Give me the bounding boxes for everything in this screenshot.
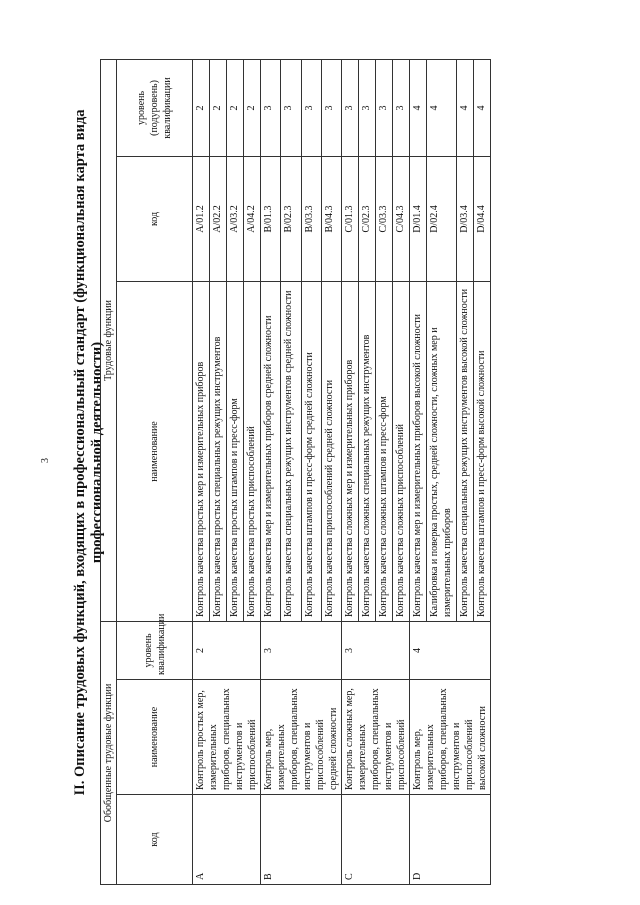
labor-function-code: C/01.3 — [342, 156, 359, 281]
table-body — [193, 59, 491, 884]
labor-function-name: Контроль качества простых приспособлений — [244, 281, 261, 621]
generalized-functions-header: Обобщенные трудовые функции — [101, 621, 117, 884]
labor-function-level: 3 — [301, 59, 321, 156]
labor-function-code: A/04.2 — [244, 156, 261, 281]
labor-function-level: 4 — [457, 59, 474, 156]
labor-function-level: 3 — [261, 59, 281, 156]
labor-functions-header: Трудовые функции — [101, 59, 117, 621]
generalized-function-code: B — [261, 795, 342, 885]
labor-function-name: Контроль качества сложных штампов и пресс-форм — [376, 281, 393, 621]
column-header-function-code: код — [117, 156, 193, 281]
labor-function-code: A/01.2 — [193, 156, 210, 281]
generalized-function-level: 4 — [410, 621, 491, 679]
header-row-columns — [117, 59, 193, 884]
labor-function-name: Контроль качества сложных мер и измерительных приборов — [342, 281, 359, 621]
labor-function-code: B/03.3 — [301, 156, 321, 281]
labor-function-code: C/02.3 — [359, 156, 376, 281]
labor-function-level: 3 — [342, 59, 359, 156]
generalized-function-code: A — [193, 795, 261, 885]
labor-function-level: 3 — [376, 59, 393, 156]
labor-function-level: 3 — [359, 59, 376, 156]
labor-function-name: Калибровка и поверка простых, средней сложности, сложных мер и измерительных приборов — [426, 281, 457, 621]
labor-function-level: 3 — [393, 59, 410, 156]
labor-function-name: Контроль качества штампов и пресс-форм средней сложности — [301, 281, 321, 621]
section-title-line-1: II. Описание трудовых функций, входящих в профессиональный стандарт (функциональная карта вида — [72, 109, 88, 796]
labor-function-code: B/02.3 — [281, 156, 301, 281]
labor-function-level: 4 — [426, 59, 457, 156]
table-row — [193, 59, 210, 884]
labor-function-name: Контроль качества приспособлений средней сложности — [321, 281, 341, 621]
labor-function-level: 3 — [321, 59, 341, 156]
labor-function-code: A/03.2 — [227, 156, 244, 281]
labor-function-name: Контроль качества мер и измерительных приборов высокой сложности — [410, 281, 427, 621]
labor-function-level: 4 — [410, 59, 427, 156]
column-header-function-name: наименование — [117, 281, 193, 621]
labor-function-level: 2 — [244, 59, 261, 156]
labor-function-level: 2 — [227, 59, 244, 156]
generalized-function-level: 2 — [193, 621, 261, 679]
generalized-function-name: Контроль мер, измерительных приборов, специальных инструментов и приспособлений высокой сложности — [410, 680, 491, 795]
column-header-name: наименование — [117, 680, 193, 795]
labor-function-name: Контроль качества сложных специальных режущих инструментов — [359, 281, 376, 621]
labor-function-name: Контроль качества простых мер и измерительных приборов — [193, 281, 210, 621]
header-row-groups — [101, 59, 117, 884]
labor-function-code: A/02.2 — [210, 156, 227, 281]
labor-function-name: Контроль качества штампов и пресс-форм высокой сложности — [474, 281, 491, 621]
table-row — [261, 59, 281, 884]
labor-function-name: Контроль качества простых штампов и пресс-форм — [227, 281, 244, 621]
column-header-function-level: уровень (подуровень) квалификации — [117, 59, 193, 156]
generalized-function-level: 3 — [342, 621, 410, 679]
generalized-function-code: C — [342, 795, 410, 885]
labor-function-code: D/03.4 — [457, 156, 474, 281]
table-row — [342, 59, 359, 884]
table-row — [410, 59, 427, 884]
labor-function-name: Контроль качества специальных режущих инструментов средней сложности — [281, 281, 301, 621]
column-header-code: код — [117, 795, 193, 885]
labor-function-code: B/04.3 — [321, 156, 341, 281]
labor-function-name: Контроль качества мер и измерительных приборов средней сложности — [261, 281, 281, 621]
labor-function-level: 4 — [474, 59, 491, 156]
labor-function-name: Контроль качества сложных приспособлений — [393, 281, 410, 621]
generalized-function-name: Контроль сложных мер, измерительных приборов, специальных инструментов и приспособлений — [342, 680, 410, 795]
generalized-function-level: 3 — [261, 621, 342, 679]
labor-function-level: 2 — [210, 59, 227, 156]
column-header-level: уровень квалификации — [117, 621, 193, 679]
labor-function-code: C/04.3 — [393, 156, 410, 281]
labor-function-name: Контроль качества специальных режущих инструментов высокой сложности — [457, 281, 474, 621]
generalized-function-name: Контроль мер, измерительных приборов, специальных инструментов и приспособлений средней сложности — [261, 680, 342, 795]
section-title-line-2: профессиональной деятельности) — [89, 341, 105, 564]
labor-function-level: 2 — [193, 59, 210, 156]
functional-map-table — [100, 59, 491, 885]
labor-function-level: 3 — [281, 59, 301, 156]
labor-function-code: D/01.4 — [410, 156, 427, 281]
page-number: 3 — [40, 458, 51, 463]
generalized-function-name: Контроль простых мер, измерительных приборов, специальных инструментов и приспособлений — [193, 680, 261, 795]
labor-function-code: D/02.4 — [426, 156, 457, 281]
labor-function-code: C/03.3 — [376, 156, 393, 281]
labor-function-code: D/04.4 — [474, 156, 491, 281]
labor-function-name: Контроль качества простых специальных режущих инструментов — [210, 281, 227, 621]
labor-function-code: B/01.3 — [261, 156, 281, 281]
generalized-function-code: D — [410, 795, 491, 885]
